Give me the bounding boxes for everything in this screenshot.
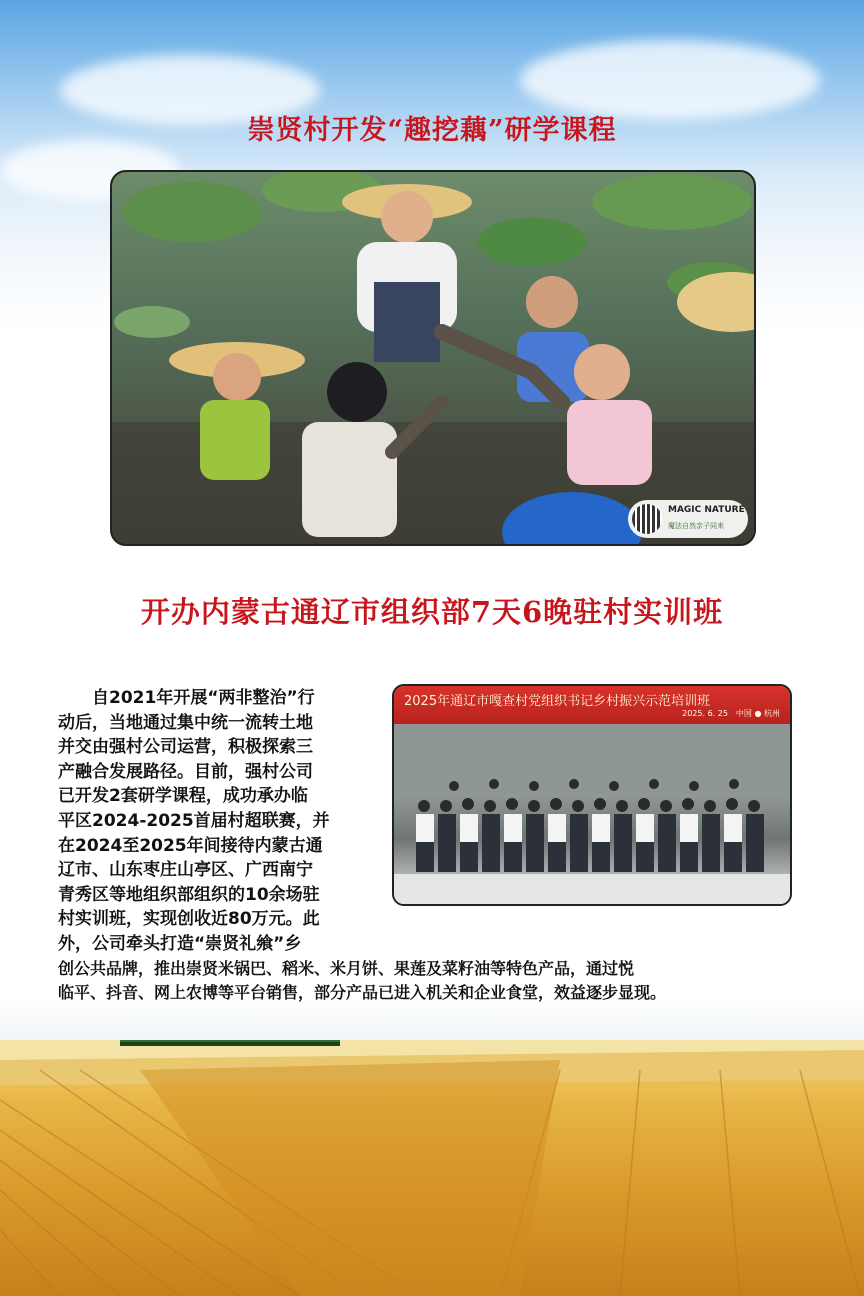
paragraph-line: 在2024至2025年间接待内蒙古通 — [58, 835, 323, 856]
wheat-field-image — [0, 1040, 864, 1296]
paragraph-line: 平区2024-2025首届村超联赛，并 — [58, 810, 330, 831]
lotus-digging-photo — [110, 170, 756, 546]
paragraph-line: 已开发2套研学课程，成功承办临 — [58, 786, 308, 807]
combine-harvester — [120, 1040, 350, 1050]
article-paragraph — [58, 686, 666, 1006]
paragraph-line: 动后，当地通过集中统一流转土地 — [58, 712, 313, 733]
wheat-field-scene — [0, 1040, 864, 1296]
lotus-digging-scene — [112, 172, 754, 544]
paragraph-line: 自2021年开展“两非整治”行 — [58, 688, 315, 708]
headline-training-class: 开办内蒙古通辽市组织部7天6晚驻村实训班 — [140, 595, 724, 629]
paragraph-line: 外，公司牵头打造“崇贤礼飨”乡 — [58, 933, 302, 954]
paragraph-line: 临平、抖音、网上农博等平台销售，部分产品已进入机关和企业食堂，效益逐步显现。 — [58, 983, 667, 1003]
banner-title: 2025年通辽市嘎查村党组织书记乡村振兴示范培训班 — [404, 694, 711, 709]
magic-nature-logo — [628, 500, 748, 538]
banner-date: 2025. 6. 25 中国 ● 杭州 — [682, 709, 780, 718]
headline-lotus-course: 崇贤村开发“趣挖藕”研学课程 — [247, 115, 617, 146]
paragraph-line: 青秀区等地组织部组织的10余场驻 — [58, 884, 320, 905]
logo-text-main: MAGIC NATURE — [668, 505, 745, 515]
qr-code-icon — [632, 504, 662, 534]
paragraph-line: 创公共品牌，推出崇贤米锅巴、稻米、米月饼、果莲及菜籽油等特色产品，通过悦 — [58, 958, 635, 978]
paragraph-line: 产融合发展路径。目前，强村公司 — [58, 761, 313, 782]
paragraph-line: 辽市、山东枣庄山亭区、广西南宁 — [58, 860, 313, 881]
paragraph-line: 并交由强村公司运营，积极探索三 — [58, 737, 313, 758]
paragraph-line: 村实训班，实现创收近80万元。此 — [58, 909, 320, 930]
logo-text-sub: 魔法自然亲子同来 — [668, 522, 724, 530]
